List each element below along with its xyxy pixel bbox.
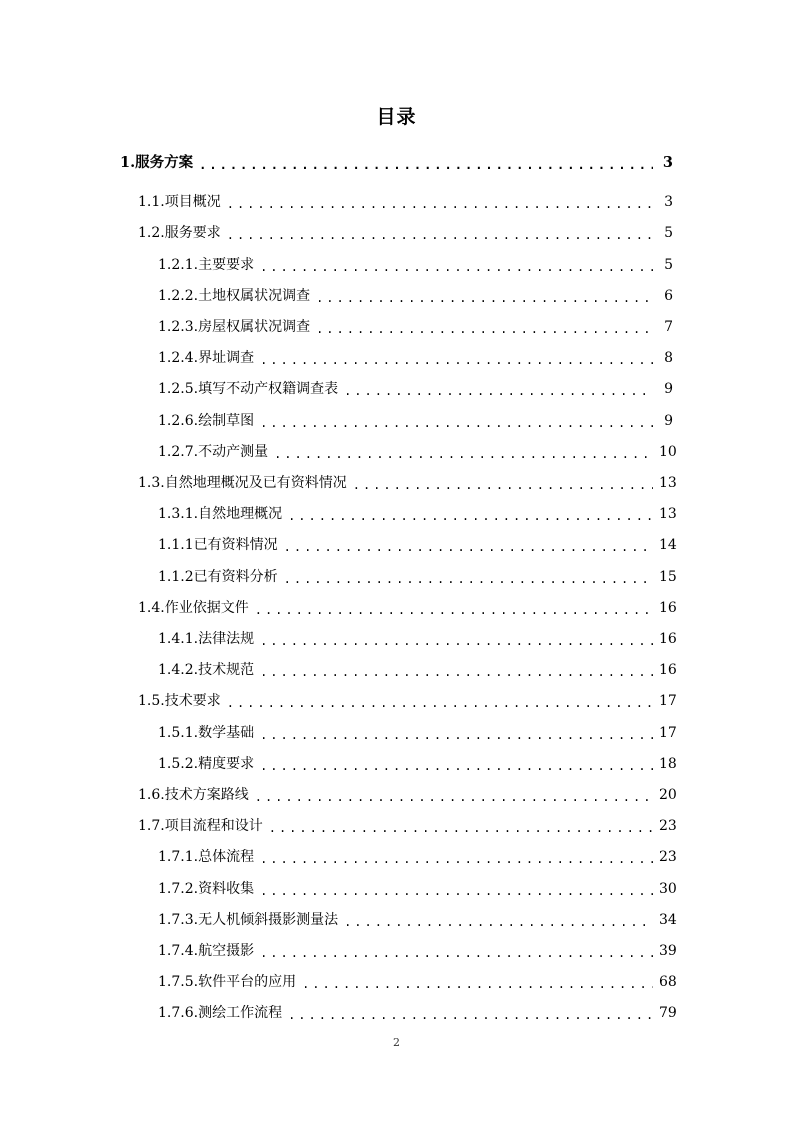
toc-entry[interactable]: [158, 566, 677, 588]
toc-entry[interactable]: [158, 410, 673, 432]
toc-entry-page: 18: [659, 756, 677, 772]
toc-entry-page: 17: [659, 725, 677, 741]
toc-entry-page: 14: [659, 537, 677, 553]
toc-dot-leader: [227, 195, 653, 213]
toc-entry-title: 界址调查: [198, 350, 255, 366]
toc-dot-leader: [344, 913, 653, 931]
toc-entry[interactable]: [138, 222, 673, 244]
toc-entry-number: 1.6.: [138, 787, 165, 803]
toc-entry[interactable]: [158, 534, 677, 556]
toc-entry[interactable]: [138, 815, 677, 837]
toc-entry[interactable]: [138, 690, 677, 712]
toc-entry-number: 1.4.1.: [158, 631, 199, 647]
toc-entry-number: 1.2.2.: [158, 288, 199, 304]
toc-entry-number: 1.7.: [138, 818, 165, 834]
toc-entry-page: 16: [659, 600, 677, 616]
toc-dot-leader: [269, 819, 653, 837]
toc-dot-leader: [288, 1006, 653, 1024]
toc-entry-page: 68: [659, 974, 677, 990]
toc-entry[interactable]: [158, 940, 677, 962]
toc-entry-title: 已有资料分析: [193, 569, 278, 585]
toc-entry-title: 绘制草图: [198, 413, 255, 429]
toc-entry-number: 1.7.6.: [158, 1005, 199, 1021]
toc-dot-leader: [260, 258, 653, 276]
toc-entry-title: 已有资料情况: [193, 537, 278, 553]
toc-entry-page: 30: [659, 881, 677, 897]
toc-dot-leader: [260, 850, 653, 868]
toc-entry-number: 1.1.: [138, 194, 165, 210]
toc-dot-leader: [227, 694, 653, 712]
toc-entry-page: 23: [659, 849, 677, 865]
toc-dot-leader: [284, 538, 653, 556]
toc-entry[interactable]: [138, 597, 677, 619]
toc-entry[interactable]: [158, 503, 677, 525]
toc-entry-page: 5: [664, 225, 673, 241]
toc-dot-leader: [227, 226, 653, 244]
toc-entry-title: 服务方案: [135, 154, 194, 171]
toc-entry-number: 1.3.: [138, 475, 165, 491]
toc-entry[interactable]: [158, 971, 677, 993]
toc-entry-number: 1.5.2.: [158, 756, 199, 772]
toc-entry-number: 1.4.: [138, 600, 165, 616]
toc-title: 目录: [376, 106, 417, 128]
toc-entry-title: 总体流程: [198, 849, 255, 865]
toc-entry-title: 技术方案路线: [164, 787, 249, 803]
toc-entry[interactable]: [138, 784, 677, 806]
toc-entry-title: 自然地理概况及已有资料情况: [164, 475, 347, 491]
toc-entry-title: 技术规范: [198, 662, 255, 678]
toc-entry-page: 13: [659, 475, 677, 491]
toc-entry-number: 1.2.3.: [158, 319, 199, 335]
toc-entry-title: 自然地理概况: [198, 506, 283, 522]
toc-entry-number: 1.2.5.: [158, 381, 199, 397]
toc-entry-page: 34: [659, 912, 677, 928]
toc-entry-title: 填写不动产权籍调查表: [198, 381, 339, 397]
toc-entry-page: 20: [659, 787, 677, 803]
toc-entry-page: 10: [659, 444, 677, 460]
toc-dot-leader: [260, 757, 653, 775]
toc-entry-title: 项目流程和设计: [164, 818, 263, 834]
toc-entry[interactable]: [158, 347, 673, 369]
toc-entry-page: 9: [664, 413, 673, 429]
toc-entry[interactable]: [120, 152, 673, 174]
toc-entry-page: 16: [659, 631, 677, 647]
toc-entry-number: 1.2.1.: [158, 257, 199, 273]
toc-entry[interactable]: [158, 846, 677, 868]
toc-entry-number: 1.7.3.: [158, 912, 199, 928]
toc-entry-page: 6: [664, 288, 673, 304]
toc-entry-title: 航空摄影: [198, 943, 255, 959]
toc-entry-number: 1.: [120, 154, 136, 171]
toc-entry-page: 3: [662, 154, 673, 171]
toc-entry-title: 资料收集: [198, 881, 255, 897]
toc-entry[interactable]: [158, 909, 677, 931]
toc-entry-number: 1.5.1.: [158, 725, 199, 741]
toc-dot-leader: [260, 663, 653, 681]
toc-entry[interactable]: [158, 378, 673, 400]
toc-dot-leader: [344, 382, 653, 400]
toc-entry-title: 作业依据文件: [164, 600, 249, 616]
toc-entry-title: 不动产测量: [198, 444, 269, 460]
toc-entry-number: 1.1.1: [158, 537, 194, 553]
toc-entry[interactable]: [158, 722, 677, 744]
toc-entry-title: 法律法规: [198, 631, 255, 647]
toc-entry-number: 1.5.: [138, 693, 165, 709]
toc-dot-leader: [274, 445, 653, 463]
toc-dot-leader: [302, 975, 653, 993]
toc-entry-title: 软件平台的应用: [198, 974, 297, 990]
toc-entry-title: 服务要求: [164, 225, 221, 241]
toc-dot-leader: [260, 726, 653, 744]
toc-entry[interactable]: [158, 254, 673, 276]
toc-entry-title: 土地权属状况调查: [198, 288, 311, 304]
toc-entry[interactable]: [158, 1002, 677, 1024]
toc-entry-number: 1.7.4.: [158, 943, 199, 959]
toc-entry-title: 主要要求: [198, 257, 255, 273]
toc-entry-number: 1.7.1.: [158, 849, 199, 865]
toc-dot-leader: [199, 156, 653, 174]
toc-dot-leader: [255, 788, 653, 806]
toc-entry-number: 1.4.2.: [158, 662, 199, 678]
toc-entry-page: 39: [659, 943, 677, 959]
toc-entry-page: 13: [659, 506, 677, 522]
toc-dot-leader: [260, 944, 653, 962]
toc-dot-leader: [260, 414, 653, 432]
toc-dot-leader: [288, 507, 653, 525]
toc-entry[interactable]: [158, 628, 677, 650]
toc-entry-page: 3: [664, 194, 673, 210]
toc-entry-page: 8: [664, 350, 673, 366]
toc-entry[interactable]: [138, 191, 673, 213]
toc-dot-leader: [316, 289, 653, 307]
toc-entry-number: 1.7.2.: [158, 881, 199, 897]
toc-entry-title: 精度要求: [198, 756, 255, 772]
toc-entry-number: 1.2.: [138, 225, 165, 241]
toc-entry-page: 23: [659, 818, 677, 834]
toc-entry-number: 1.3.1.: [158, 506, 199, 522]
toc-entry-page: 5: [664, 257, 673, 273]
toc-entry[interactable]: [138, 472, 677, 494]
toc-entry[interactable]: [158, 285, 673, 307]
toc-entry-title: 数学基础: [198, 725, 255, 741]
toc-entry-title: 房屋权属状况调查: [198, 319, 311, 335]
toc-entry-page: 15: [659, 569, 677, 585]
toc-entry[interactable]: [158, 441, 677, 463]
toc-entry-number: 1.2.7.: [158, 444, 199, 460]
toc-entry-number: 1.7.5.: [158, 974, 199, 990]
toc-entry-page: 7: [664, 319, 673, 335]
toc-entry-title: 无人机倾斜摄影测量法: [198, 912, 339, 928]
toc-entry-page: 79: [659, 1005, 677, 1021]
toc-dot-leader: [255, 601, 653, 619]
toc-entry-title: 项目概况: [164, 194, 221, 210]
toc-entry-page: 17: [659, 693, 677, 709]
page-number: 2: [393, 1036, 400, 1049]
toc-entry-number: 1.2.6.: [158, 413, 199, 429]
toc-entry-title: 技术要求: [164, 693, 221, 709]
toc-dot-leader: [260, 882, 653, 900]
toc-entry-number: 1.2.4.: [158, 350, 199, 366]
toc-entry[interactable]: [158, 659, 677, 681]
toc-dot-leader: [284, 570, 653, 588]
toc-dot-leader: [260, 632, 653, 650]
toc-entry[interactable]: [158, 753, 677, 775]
toc-entry[interactable]: [158, 878, 677, 900]
toc-dot-leader: [353, 476, 653, 494]
toc-entry[interactable]: [158, 316, 673, 338]
toc-dot-leader: [316, 320, 653, 338]
toc-entry-title: 测绘工作流程: [198, 1005, 283, 1021]
toc-entry-page: 16: [659, 662, 677, 678]
toc-dot-leader: [260, 351, 653, 369]
toc-entry-number: 1.1.2: [158, 569, 194, 585]
toc-entry-page: 9: [664, 381, 673, 397]
